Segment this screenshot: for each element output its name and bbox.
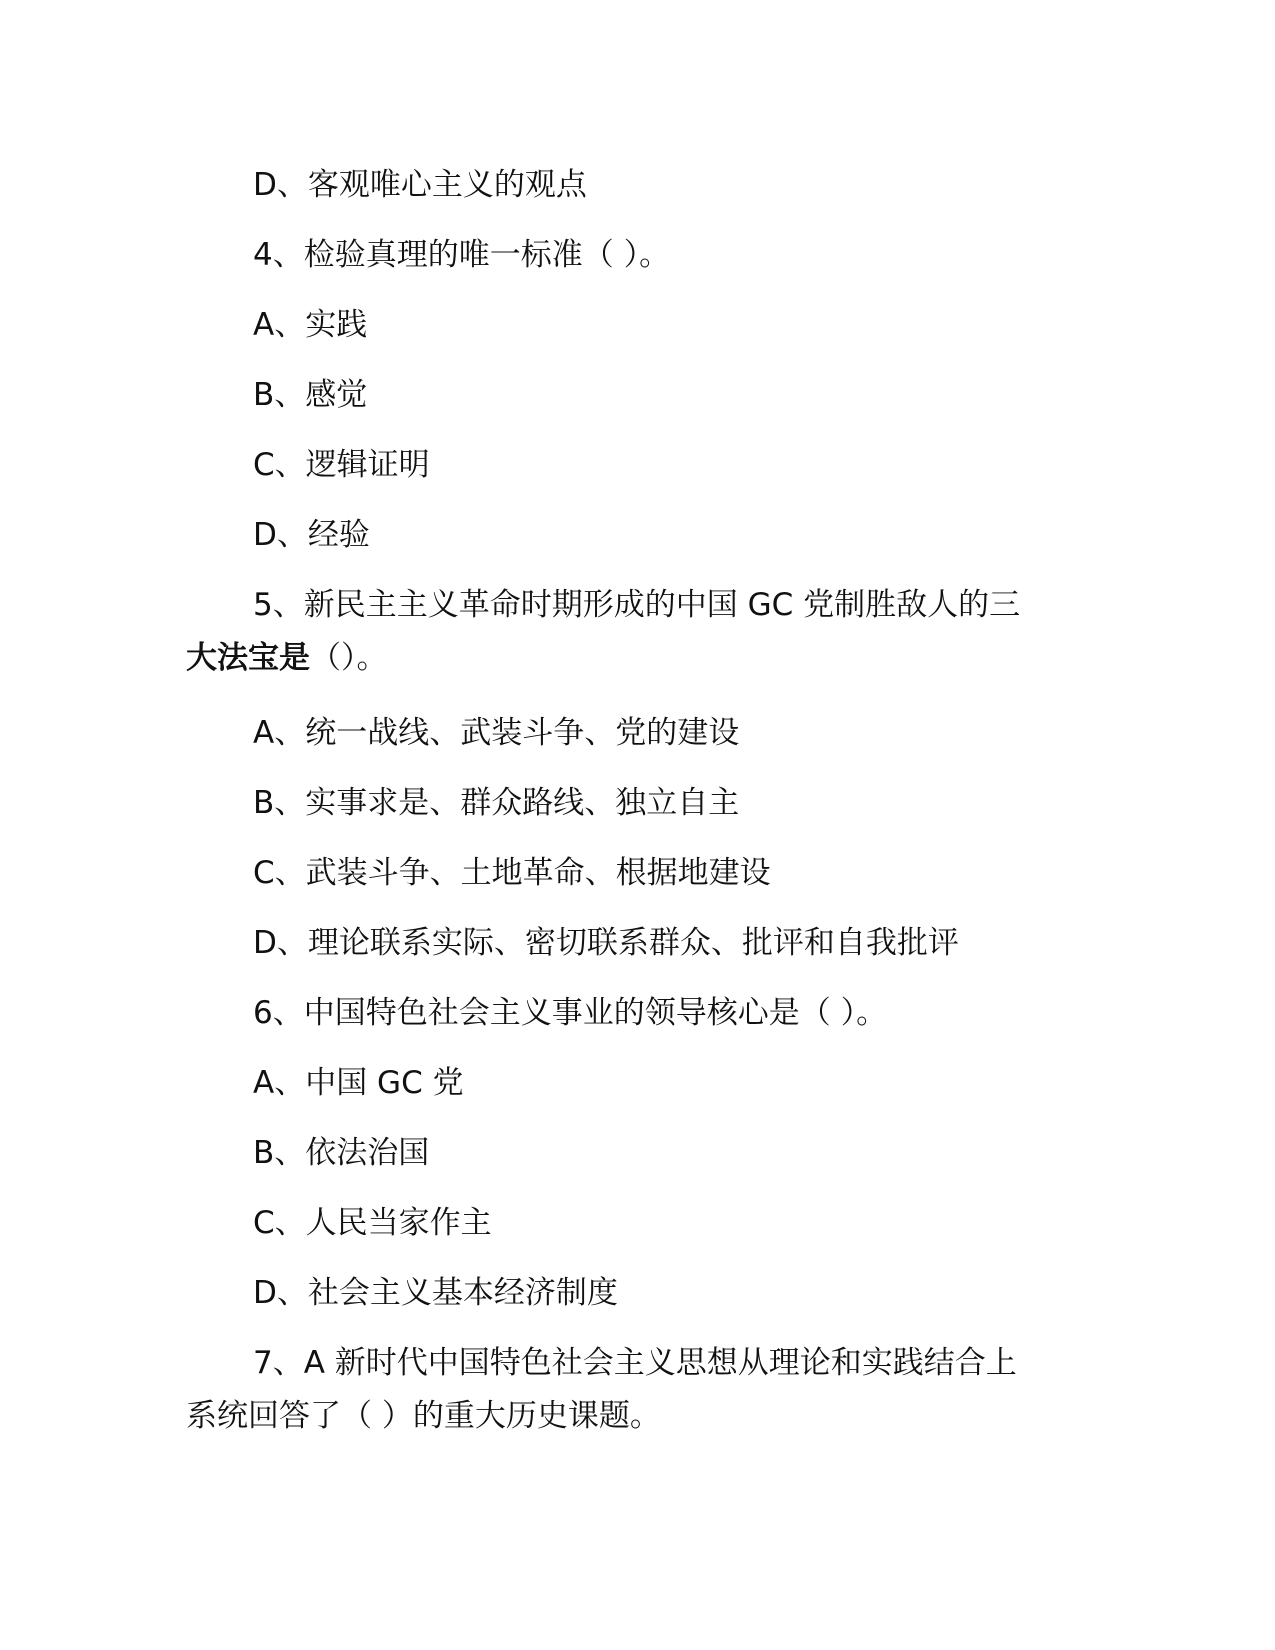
q5-option-a: A、统一战线、武装斗争、党的建设 bbox=[253, 715, 740, 751]
q7-stem-line1: 7、A 新时代中国特色社会主义思想从理论和实践结合上 bbox=[253, 1345, 1017, 1381]
q7-stem-line2: 系统回答了（ ）的重大历史课题。 bbox=[186, 1398, 661, 1434]
q4-option-d: D、经验 bbox=[253, 517, 370, 553]
q6-option-a: A、中国 GC 党 bbox=[253, 1065, 464, 1101]
q5-option-c: C、武装斗争、土地革命、根据地建设 bbox=[253, 855, 771, 891]
document-body bbox=[186, 150, 1086, 1456]
q6-stem: 6、中国特色社会主义事业的领导核心是（ ）。 bbox=[253, 995, 888, 1031]
q6-option-b: B、依法治国 bbox=[253, 1135, 430, 1171]
q4-option-a: A、实践 bbox=[253, 307, 368, 343]
q4-option-b: B、感觉 bbox=[253, 377, 368, 413]
q5-stem-line1: 5、新民主主义革命时期形成的中国 GC 党制胜敌人的三 bbox=[253, 587, 1021, 623]
q3-option-d: D、客观唯心主义的观点 bbox=[253, 167, 587, 203]
q4-stem: 4、检验真理的唯一标准（ ）。 bbox=[253, 237, 671, 273]
q5-stem-line2-bold: 大法宝是 bbox=[186, 640, 310, 676]
q6-option-d: D、社会主义基本经济制度 bbox=[253, 1275, 618, 1311]
q5-option-b: B、实事求是、群众路线、独立自主 bbox=[253, 785, 740, 821]
q5-option-d: D、理论联系实际、密切联系群众、批评和自我批评 bbox=[253, 925, 959, 961]
q5-stem-line2-rest: （）。 bbox=[310, 640, 388, 676]
q4-option-c: C、逻辑证明 bbox=[253, 447, 430, 483]
q6-option-c: C、人民当家作主 bbox=[253, 1205, 492, 1241]
